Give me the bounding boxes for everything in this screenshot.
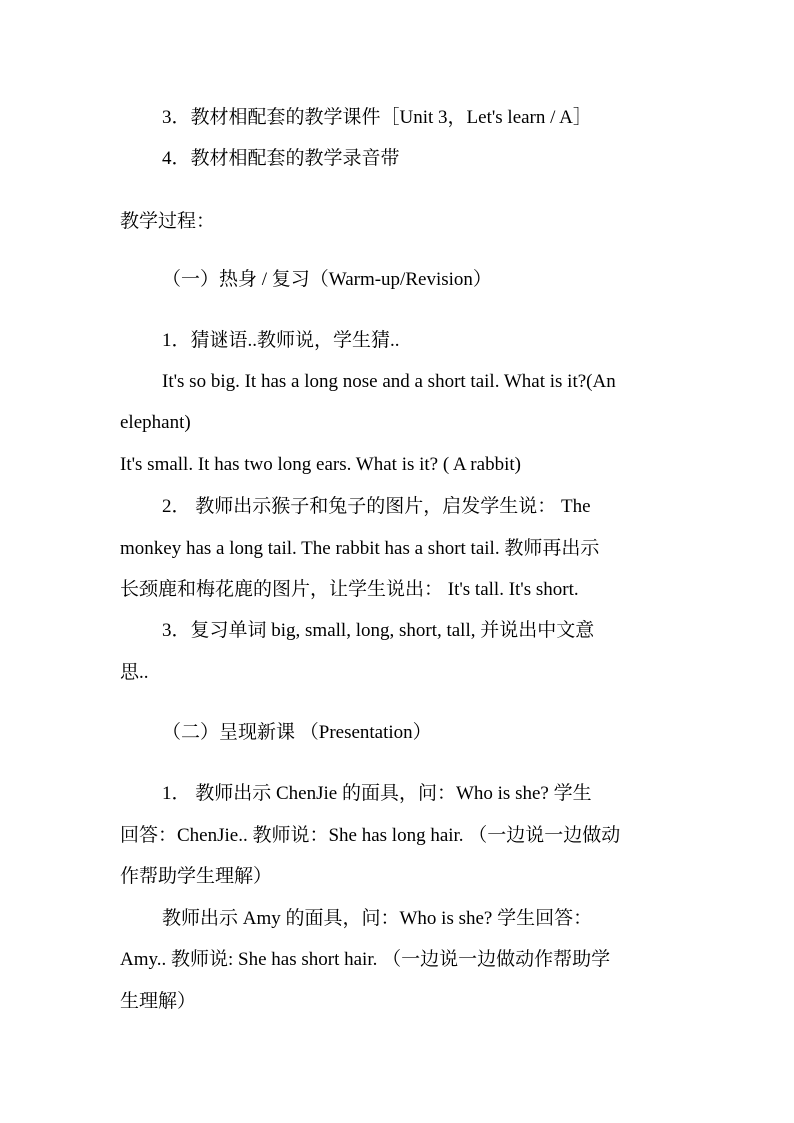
text-line-materials-3: 3．教材相配套的教学课件［Unit 3，Let's learn / A］ [162,107,592,128]
text-line-riddle-1: It's so big. It has a long nose and a short tail. What is it?(An [162,371,616,392]
section-heading-teaching-process: 教学过程： [120,211,216,232]
section-heading-presentation: （二）呈现新课 （Presentation） [162,722,432,743]
text-line-presentation-1-cont: 回答：ChenJie.. 教师说：She has long hair. （一边说一边做动 [120,825,621,846]
text-line-materials-4: 4．教材相配套的教学录音带 [162,148,400,169]
text-line-step-3: 3．复习单词 big, small, long, short, tall, 并说出中文意 [162,620,595,641]
text-line-step-3-cont: 思.. [120,662,149,683]
text-line-presentation-1: 1． 教师出示 ChenJie 的面具，问：Who is she? 学生 [162,783,592,804]
text-line-step-2-cont: monkey has a long tail. The rabbit has a short tail. 教师再出示 [120,538,600,559]
text-line-presentation-2-cont-2: 生理解） [120,991,197,1012]
text-line-presentation-1-cont-2: 作帮助学生理解） [120,866,273,887]
text-line-step-2: 2． 教师出示猴子和兔子的图片，启发学生说： The [162,496,591,517]
text-line-presentation-2: 教师出示 Amy 的面具，问：Who is she? 学生回答： [162,908,593,929]
text-line-presentation-2-cont: Amy.. 教师说: She has short hair. （一边说一边做动作帮助学 [120,949,611,970]
text-line-riddle-1-cont: elephant) [120,412,191,433]
text-line-riddle-2: It's small. It has two long ears. What is it? ( A rabbit) [120,454,521,475]
text-line-step-2-cont-2: 长颈鹿和梅花鹿的图片，让学生说出： It's tall. It's short. [120,579,579,600]
text-line-riddle-intro: 1．猜谜语..教师说，学生猜.. [162,330,400,351]
section-heading-warm-up: （一）热身 / 复习（Warm-up/Revision） [162,269,492,290]
